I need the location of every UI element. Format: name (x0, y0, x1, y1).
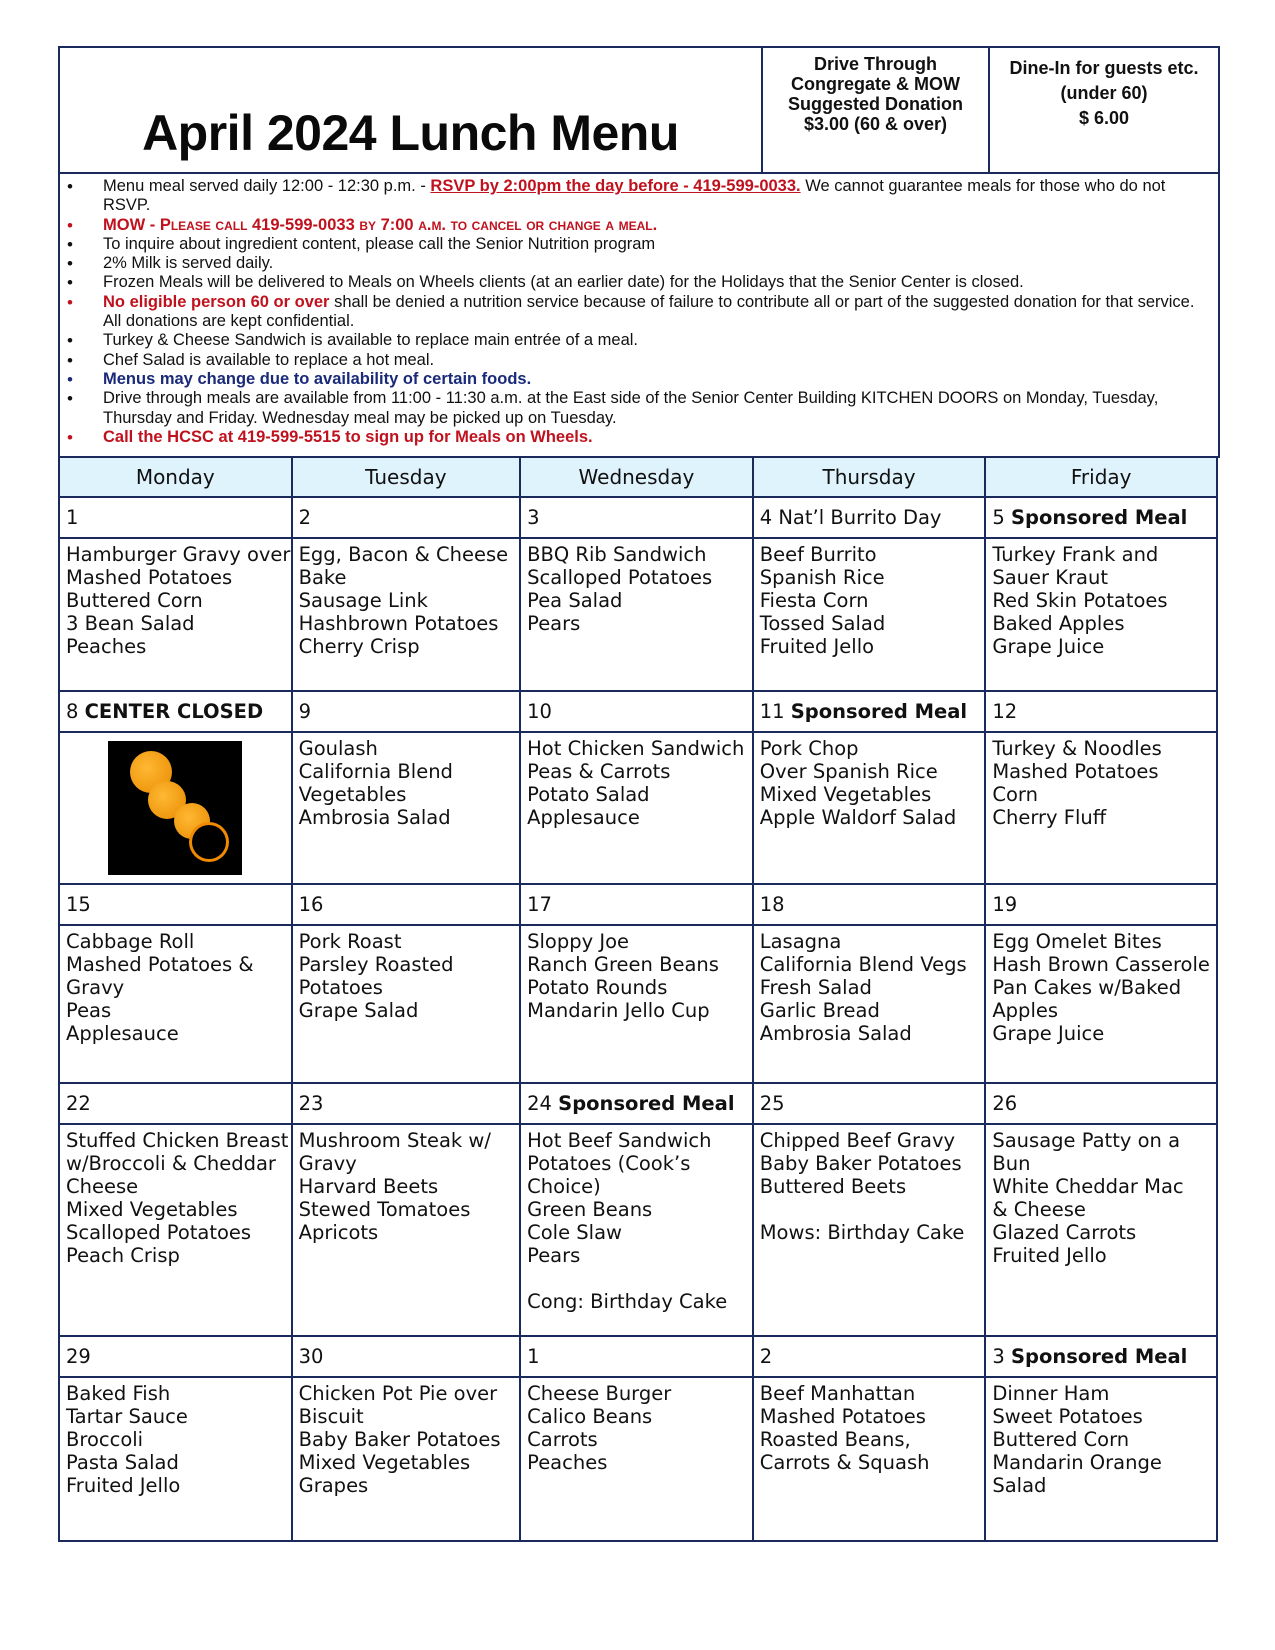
meal-spacer (527, 1267, 746, 1290)
date-number: 30 (298, 1345, 324, 1368)
date-cell (520, 1083, 753, 1124)
meal-item: Baby Baker Potatoes (759, 1152, 962, 1175)
date-cell (292, 1083, 521, 1124)
weekday-friday: Friday (985, 457, 1217, 497)
meal-item: Salad (992, 1474, 1047, 1497)
meal-item: Bake (298, 566, 347, 589)
meal-item: Gravy (66, 976, 125, 999)
meal-item: Tossed Salad (759, 612, 886, 635)
weekday-wednesday: Wednesday (520, 457, 753, 497)
meal-item: Mixed Vegetables (759, 783, 932, 806)
date-number: 12 (992, 700, 1018, 723)
meal-item: Ambrosia Salad (759, 1022, 912, 1045)
meal-item: Hashbrown Potatoes (298, 612, 499, 635)
meal-cell (985, 732, 1217, 884)
date-number: 11 (759, 700, 785, 723)
meal-item: Applesauce (527, 806, 640, 829)
meal-item: Mixed Vegetables (66, 1198, 238, 1221)
date-label: Sponsored Meal (1010, 1345, 1188, 1368)
date-number: 3 (527, 506, 540, 529)
date-number: 3 (992, 1345, 1005, 1368)
meal-cell (292, 732, 521, 884)
date-cell (753, 1083, 986, 1124)
date-number: 1 (527, 1345, 540, 1368)
meal-item: Scalloped Potatoes (527, 566, 713, 589)
meal-item: Fiesta Corn (759, 589, 869, 612)
date-number: 15 (66, 893, 91, 916)
meal-cell (753, 925, 986, 1083)
meal-cell (520, 732, 753, 884)
meal-item: Gravy (298, 1152, 357, 1175)
meal-item: Parsley Roasted (298, 953, 454, 976)
meal-item: Sloppy Joe (527, 930, 630, 953)
meal-item: Vegetables (298, 783, 407, 806)
date-number: 2 (759, 1345, 773, 1368)
meal-item: Stewed Tomatoes (298, 1198, 471, 1221)
date-cell (292, 691, 521, 732)
meal-item: Cole Slaw (527, 1221, 622, 1244)
meal-item: Bun (992, 1152, 1031, 1175)
date-cell (520, 691, 753, 732)
date-cell (985, 1336, 1217, 1377)
meal-item: Corn (992, 783, 1038, 806)
date-cell (753, 691, 986, 732)
date-cell (985, 691, 1217, 732)
meal-cell (59, 925, 292, 1083)
meal-item: Buttered Corn (66, 589, 203, 612)
date-cell (59, 497, 292, 538)
date-number: 18 (759, 893, 785, 916)
date-row (59, 1336, 1217, 1377)
eligibility-notice: No eligible person 60 or over (103, 292, 330, 311)
meal-item: Green Beans (527, 1198, 653, 1221)
meal-cell (292, 1124, 521, 1336)
meal-item: Mashed Potatoes (66, 566, 233, 589)
meal-item: Pasta Salad (66, 1451, 179, 1474)
meal-item: Fruited Jello (66, 1474, 181, 1497)
dine-in-line-3: $ 6.00 (1078, 108, 1130, 128)
date-number: 1 (66, 506, 79, 529)
date-cell (985, 1083, 1217, 1124)
meal-item: Mandarin Jello Cup (527, 999, 710, 1022)
date-number: 29 (66, 1345, 91, 1368)
meal-item: Apple Waldorf Salad (759, 806, 957, 829)
date-cell (59, 884, 292, 925)
meal-row (59, 732, 1217, 884)
date-row (59, 1083, 1217, 1124)
donation-line-4: $3.00 (60 & over) (803, 114, 948, 134)
date-cell (292, 884, 521, 925)
meal-item: BBQ Rib Sandwich (527, 543, 707, 566)
meal-item: Potato Rounds (527, 976, 668, 999)
meal-item: 3 Bean Salad (66, 612, 195, 635)
donation-line-1: Drive Through (813, 54, 937, 74)
meal-item: Baked Fish (66, 1382, 171, 1405)
meal-item: Grape Juice (992, 635, 1105, 658)
meal-item: Broccoli (66, 1428, 144, 1451)
date-cell (985, 884, 1217, 925)
date-number: 23 (298, 1092, 324, 1115)
note-item (60, 370, 1212, 389)
solar-eclipse-icon (108, 741, 242, 875)
date-number: 25 (759, 1092, 785, 1115)
meal-item: Cheese Burger (527, 1382, 672, 1405)
meal-cell (520, 538, 753, 691)
meal-item: Sausage Link (298, 589, 428, 612)
meal-cell (985, 925, 1217, 1083)
meal-cell (753, 732, 986, 884)
meal-item: Scalloped Potatoes (66, 1221, 252, 1244)
meal-spacer (760, 1198, 979, 1221)
meal-item: Glazed Carrots (992, 1221, 1137, 1244)
meal-item: w/Broccoli & Cheddar (66, 1152, 276, 1175)
meal-item: Carrots (527, 1428, 598, 1451)
meal-cell (292, 925, 521, 1083)
meal-item: Sweet Potatoes (992, 1405, 1143, 1428)
meal-item: Pea Salad (527, 589, 623, 612)
meal-row (59, 1377, 1217, 1541)
meal-item: Calico Beans (527, 1405, 653, 1428)
meal-item: Beef Burrito (759, 543, 877, 566)
meal-item: Dinner Ham (992, 1382, 1110, 1405)
date-row (59, 691, 1217, 732)
meal-cell (292, 538, 521, 691)
dine-in-line-2: (under 60) (1060, 83, 1148, 103)
meal-item: Chicken Pot Pie over (298, 1382, 498, 1405)
meal-item: Mushroom Steak w/ (298, 1129, 491, 1152)
meal-cell (985, 1377, 1217, 1541)
date-number: 8 (66, 700, 79, 723)
date-number: 4 Nat’l Burrito Day (759, 506, 942, 529)
meal-item: Hot Chicken Sandwich (527, 737, 745, 760)
meal-cell (753, 1124, 986, 1336)
meal-item: Apricots (298, 1221, 379, 1244)
note-text: Menu meal served daily 12:00 - 12:30 p.m. - (103, 177, 431, 195)
donation-line-2: Congregate & MOW (791, 74, 960, 94)
rsvp-notice: RSVP by 2:00pm the day before - 419-599-0033. (430, 177, 801, 195)
meal-item: Pears (527, 1244, 581, 1267)
date-cell (292, 497, 521, 538)
meal-item: Lasagna (759, 930, 842, 953)
meal-cell (292, 1377, 521, 1541)
meal-item: Peas (66, 999, 112, 1022)
meal-cell (520, 1377, 753, 1541)
meal-item: Sauer Kraut (992, 566, 1109, 589)
date-cell (753, 884, 986, 925)
date-number: 24 (527, 1092, 552, 1115)
note-text: We cannot guarantee meals for those who do not RSVP. (103, 177, 1166, 215)
calendar-grid (58, 456, 1218, 1542)
meal-item: Hash Brown Casserole (992, 953, 1210, 976)
meal-item: Ambrosia Salad (298, 806, 451, 829)
meal-item: Hamburger Gravy over (66, 543, 291, 566)
meal-cell (59, 538, 292, 691)
meal-cell (753, 538, 986, 691)
meal-item: Fruited Jello (992, 1244, 1107, 1267)
weekday-thursday: Thursday (753, 457, 986, 497)
meal-cell (520, 925, 753, 1083)
meal-item: & Cheese (992, 1198, 1086, 1221)
meal-item: Biscuit (298, 1405, 364, 1428)
dine-in-box (989, 47, 1219, 173)
weekday-monday: Monday (59, 457, 292, 497)
meal-item: Grape Juice (992, 1022, 1105, 1045)
menu-change-notice: Menus may change due to availability of certain foods. (103, 369, 532, 388)
meal-item: Choice) (527, 1175, 601, 1198)
note-item: • Turkey & Cheese Sandwich is available to replace main entrée of a meal. (60, 331, 1212, 350)
weekday-tuesday: Tuesday (292, 457, 521, 497)
note-text: shall be denied a nutrition service because of failure to contribute all or part of the suggested donation for that service. All donations are kept confidential. (103, 292, 1195, 331)
meal-item: Pork Chop (759, 737, 859, 760)
meal-cell (59, 1377, 292, 1541)
meal-item: Fresh Salad (759, 976, 872, 999)
meal-item: Garlic Bread (759, 999, 880, 1022)
meal-row (59, 1124, 1217, 1336)
meal-item: Red Skin Potatoes (992, 589, 1168, 612)
meal-item: Over Spanish Rice (759, 760, 938, 783)
title-cell (59, 47, 762, 173)
date-number: 19 (992, 893, 1018, 916)
date-cell (985, 497, 1217, 538)
meal-item: Tartar Sauce (66, 1405, 188, 1428)
meal-item: Cherry Crisp (298, 635, 420, 658)
meal-item: Goulash (298, 737, 378, 760)
note-item: • Frozen Meals will be delivered to Meals on Wheels clients (at an earlier date) for the Holidays that the Senior Center is closed. (60, 273, 1212, 292)
menu-table (58, 46, 1220, 458)
note-item: • 2% Milk is served daily. (60, 254, 1212, 273)
meal-item: Spanish Rice (759, 566, 885, 589)
date-cell (59, 1336, 292, 1377)
meal-item: Egg, Bacon & Cheese (298, 543, 509, 566)
meal-item: Beef Manhattan (759, 1382, 916, 1405)
meal-item: Cherry Fluff (992, 806, 1107, 829)
meal-item: Peach Crisp (66, 1244, 180, 1267)
meal-item: Stuffed Chicken Breast (66, 1129, 289, 1152)
meal-cell (520, 1124, 753, 1336)
meal-item: Hot Beef Sandwich (527, 1129, 712, 1152)
meal-row (59, 538, 1217, 691)
date-number: 16 (298, 893, 324, 916)
meal-item: Carrots & Squash (759, 1451, 930, 1474)
date-label: CENTER CLOSED (84, 700, 264, 723)
date-cell (520, 884, 753, 925)
date-row (59, 884, 1217, 925)
meal-item: Pan Cakes w/Baked (992, 976, 1182, 999)
meal-item: Peas & Carrots (527, 760, 671, 783)
note-item (60, 293, 1212, 332)
date-number: 10 (527, 700, 552, 723)
date-cell (59, 691, 292, 732)
mow-notice: MOW - Please call 419-599-0033 by 7:00 a.m. to cancel or change a meal. (103, 215, 658, 234)
meal-item: Mows: Birthday Cake (759, 1221, 965, 1244)
date-number: 9 (298, 700, 312, 723)
date-label: Sponsored Meal (558, 1092, 735, 1115)
meal-item: Mashed Potatoes (992, 760, 1159, 783)
note-item (60, 177, 1212, 216)
date-cell (753, 497, 986, 538)
note-item (60, 216, 1212, 235)
date-cell (292, 1336, 521, 1377)
meal-item: Applesauce (66, 1022, 179, 1045)
meal-item: Harvard Beets (298, 1175, 439, 1198)
menu-sheet (58, 46, 1218, 1556)
meal-item: Baby Baker Potatoes (298, 1428, 501, 1451)
date-number: 5 (992, 506, 1005, 529)
date-cell (520, 497, 753, 538)
meal-item: Mashed Potatoes (759, 1405, 926, 1428)
meal-item: Grape Salad (298, 999, 419, 1022)
meal-item: Roasted Beans, (759, 1428, 911, 1451)
date-row (59, 497, 1217, 538)
meal-item: Turkey Frank and (992, 543, 1159, 566)
meal-item: Egg Omelet Bites (992, 930, 1162, 953)
note-item (60, 428, 1212, 447)
donation-line-3: Suggested Donation (788, 94, 963, 114)
date-cell (520, 1336, 753, 1377)
note-item: • Chef Salad is available to replace a hot meal. (60, 351, 1212, 370)
meal-item: Turkey & Noodles (992, 737, 1162, 760)
meal-row (59, 925, 1217, 1083)
date-cell (753, 1336, 986, 1377)
meal-item: Ranch Green Beans (527, 953, 719, 976)
meal-item: Cheese (66, 1175, 139, 1198)
meal-item: Buttered Beets (759, 1175, 907, 1198)
meal-cell (985, 538, 1217, 691)
meal-item: California Blend Vegs (759, 953, 967, 976)
dine-in-line-1: Dine-In for guests etc. (1009, 58, 1199, 78)
meal-item: Cong: Birthday Cake (527, 1290, 728, 1313)
meal-item: Mashed Potatoes & (66, 953, 254, 976)
meal-item: Fruited Jello (759, 635, 875, 658)
meal-item: Mandarin Orange (992, 1451, 1162, 1474)
date-number: 17 (527, 893, 552, 916)
signup-notice: Call the HCSC at 419-599-5515 to sign up for Meals on Wheels. (103, 427, 593, 446)
date-label: Sponsored Meal (1010, 506, 1188, 529)
notes-box (59, 173, 1219, 457)
meal-item: Grapes (298, 1474, 369, 1497)
meal-item: Mixed Vegetables (298, 1451, 471, 1474)
meal-item: Potato Salad (527, 783, 650, 806)
notes-list (60, 177, 1218, 447)
meal-cell (753, 1377, 986, 1541)
meal-cell (985, 1124, 1217, 1336)
meal-item: Apples (992, 999, 1059, 1022)
date-number: 26 (992, 1092, 1018, 1115)
meal-item: Buttered Corn (992, 1428, 1130, 1451)
note-item: • To inquire about ingredient content, please call the Senior Nutrition program (60, 235, 1212, 254)
meal-cell (59, 1124, 292, 1336)
meal-item: Cabbage Roll (66, 930, 195, 953)
meal-cell (59, 732, 292, 884)
meal-item: Potatoes (298, 976, 383, 999)
note-item: • Drive through meals are available from 11:00 - 11:30 a.m. at the East side of the Senior Center Building KITCHEN DOORS on Monday, Tuesday, Thursday and Friday. Wednesday meal may be picked up on Tuesday. (60, 389, 1212, 428)
meal-item: Pork Roast (298, 930, 402, 953)
meal-item: Chipped Beef Gravy (759, 1129, 956, 1152)
meal-item: White Cheddar Mac (992, 1175, 1184, 1198)
date-number: 22 (66, 1092, 91, 1115)
page-title: April 2024 Lunch Menu (142, 105, 679, 161)
weekday-header-row (59, 457, 1217, 497)
meal-item: California Blend (298, 760, 453, 783)
meal-item: Peaches (66, 635, 147, 658)
date-label: Sponsored Meal (790, 700, 968, 723)
meal-item: Baked Apples (992, 612, 1125, 635)
meal-item: Potatoes (Cook’s (527, 1152, 691, 1175)
meal-item: Pears (527, 612, 581, 635)
date-number: 2 (298, 506, 312, 529)
meal-item: Peaches (527, 1451, 608, 1474)
meal-item: Sausage Patty on a (992, 1129, 1181, 1152)
donation-box (762, 47, 989, 173)
date-cell (59, 1083, 292, 1124)
